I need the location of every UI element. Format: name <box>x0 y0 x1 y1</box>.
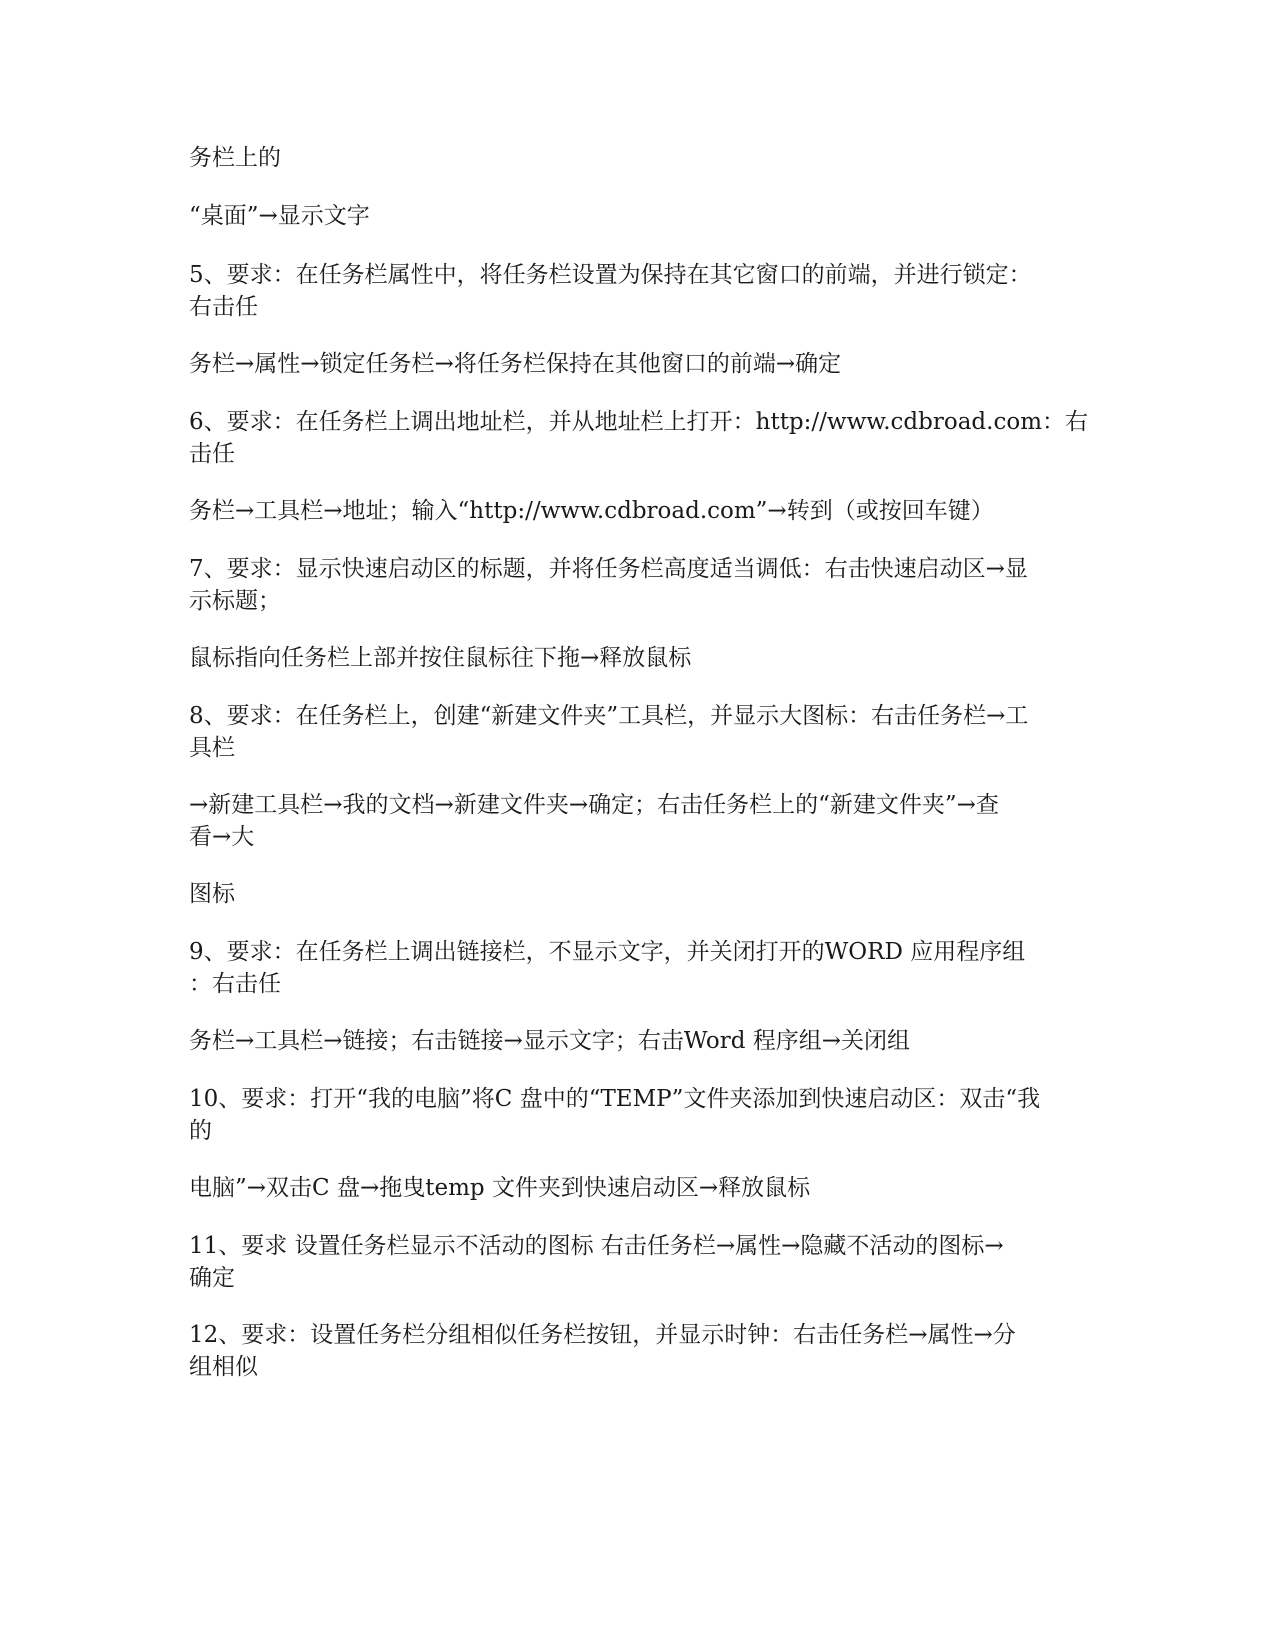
paragraph-16 <box>189 1230 1094 1294</box>
paragraph-line: 的 <box>189 1118 212 1144</box>
paragraph-line: 10、要求：打开“我的电脑”将C 盘中的“TEMP”文件夹添加到快速启动区：双击“我 <box>189 1086 1041 1112</box>
paragraph-line: →新建工具栏→我的文档→新建文件夹→确定；右击任务栏上的“新建文件夹”→查 <box>189 792 999 818</box>
paragraph-line: 务栏→工具栏→链接；右击链接→显示文字；右击Word 程序组→关闭组 <box>189 1028 911 1054</box>
paragraph-12 <box>189 936 1094 1000</box>
paragraph-line: 右击任 <box>189 294 258 320</box>
paragraph-4 <box>189 348 1094 380</box>
paragraph-14 <box>189 1083 1094 1147</box>
paragraph-6 <box>189 495 1094 527</box>
paragraph-line: 示标题； <box>189 588 281 614</box>
paragraph-9 <box>189 700 1094 764</box>
paragraph-5 <box>189 406 1094 470</box>
paragraph-2 <box>189 200 1094 232</box>
paragraph-line: 图标 <box>189 881 235 907</box>
paragraph-17 <box>189 1319 1094 1383</box>
paragraph-line: “桌面”→显示文字 <box>189 203 370 229</box>
paragraph-line: 6、要求：在任务栏上调出地址栏，并从地址栏上打开：http://www.cdbroad.com：右 <box>189 409 1088 435</box>
paragraph-line: 看→大 <box>189 824 255 850</box>
paragraph-line: 12、要求：设置任务栏分组相似任务栏按钮，并显示时钟：右击任务栏→属性→分 <box>189 1322 1016 1348</box>
paragraph-line: 5、要求：在任务栏属性中，将任务栏设置为保持在其它窗口的前端，并进行锁定： <box>189 262 1032 288</box>
paragraph-11 <box>189 878 1094 910</box>
paragraph-line: 8、要求：在任务栏上，创建“新建文件夹”工具栏，并显示大图标：右击任务栏→工 <box>189 703 1029 729</box>
paragraph-15 <box>189 1172 1094 1204</box>
paragraph-line: 务栏上的 <box>189 145 281 171</box>
paragraph-line: 11、要求 设置任务栏显示不活动的图标 右击任务栏→属性→隐藏不活动的图标→ <box>189 1233 1004 1259</box>
paragraph-line: 7、要求：显示快速启动区的标题，并将任务栏高度适当调低：右击快速启动区→显 <box>189 556 1028 582</box>
paragraph-7 <box>189 553 1094 617</box>
paragraph-3 <box>189 259 1094 323</box>
paragraph-line: ：右击任 <box>189 971 281 997</box>
paragraph-line: 务栏→工具栏→地址；输入“http://www.cdbroad.com”→转到（或按回车键） <box>189 498 994 524</box>
paragraph-line: 击任 <box>189 441 235 467</box>
paragraph-8 <box>189 642 1094 674</box>
paragraph-line: 具栏 <box>189 735 235 761</box>
paragraph-line: 电脑”→双击C 盘→拖曳temp 文件夹到快速启动区→释放鼠标 <box>189 1175 811 1201</box>
paragraph-line: 务栏→属性→锁定任务栏→将任务栏保持在其他窗口的前端→确定 <box>189 351 842 377</box>
paragraph-1 <box>189 142 1094 174</box>
paragraph-line: 鼠标指向任务栏上部并按住鼠标往下拖→释放鼠标 <box>189 645 692 671</box>
paragraph-line: 组相似 <box>189 1354 258 1380</box>
paragraph-10 <box>189 789 1094 853</box>
paragraph-line: 确定 <box>189 1265 235 1291</box>
paragraph-13 <box>189 1025 1094 1057</box>
paragraph-line: 9、要求：在任务栏上调出链接栏，不显示文字，并关闭打开的WORD 应用程序组 <box>189 939 1026 965</box>
